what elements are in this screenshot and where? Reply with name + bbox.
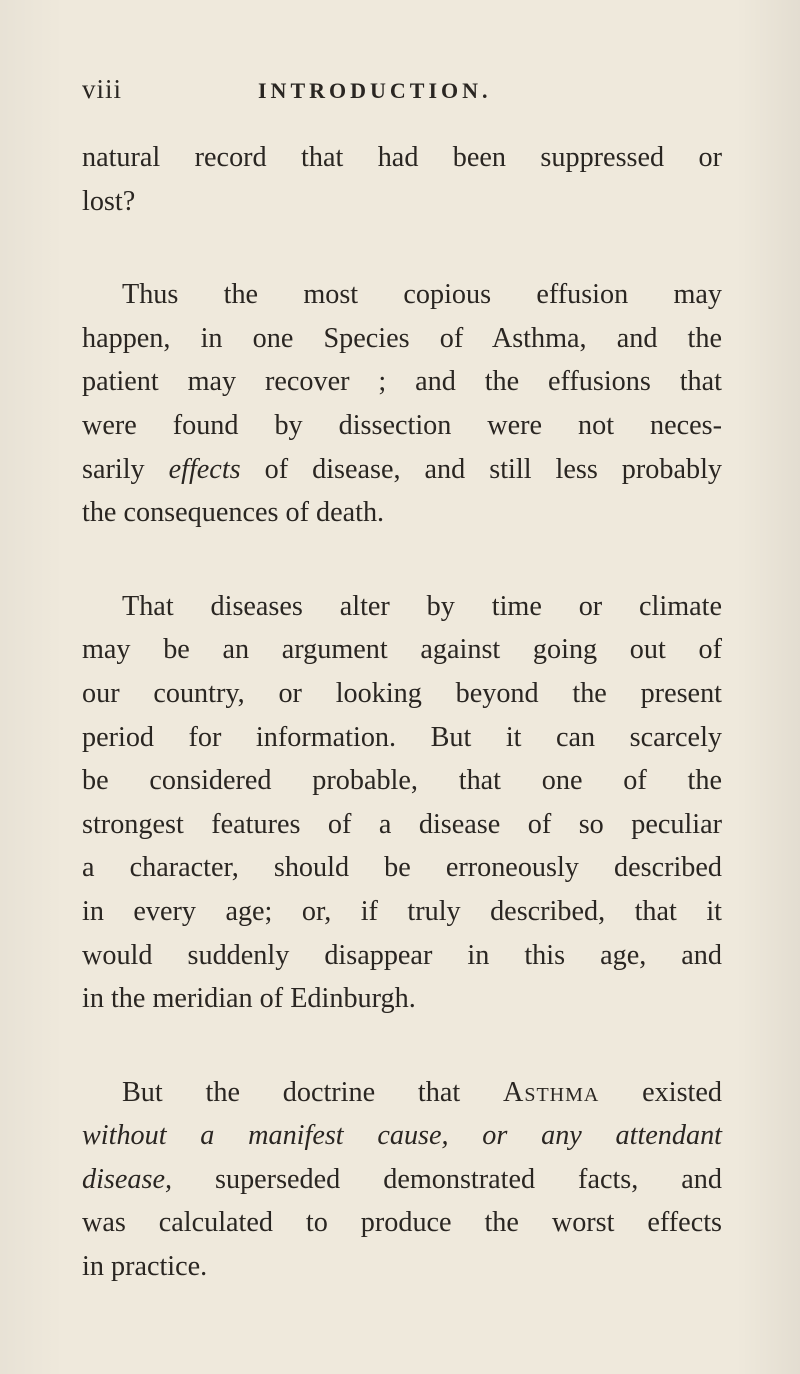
text-line: may be an argument against going out of	[82, 634, 722, 666]
emphasis-text: without a manifest cause, or any attendant	[82, 1120, 722, 1152]
text-line: period for information. But it can scarcely	[82, 721, 722, 753]
text-line: strongest features of a disease of so peculiar	[82, 808, 722, 840]
text-line: would suddenly disappear in this age, and	[82, 939, 722, 971]
text-line	[82, 1114, 722, 1158]
paragraph	[82, 273, 722, 535]
body-text	[82, 136, 722, 1289]
text-line: a character, should be erroneously described	[82, 852, 722, 884]
text-line	[82, 1071, 722, 1115]
text-line: be considered probable, that one of the	[82, 765, 722, 797]
text-line: That diseases alter by time or climate	[122, 590, 722, 622]
text-run: existed	[599, 1076, 722, 1108]
text-line	[82, 1158, 722, 1202]
text-run: But the doctrine that	[122, 1076, 503, 1108]
chapter-title: INTRODUCTION.	[258, 78, 492, 103]
paragraph-spacer	[82, 1021, 722, 1071]
running-head	[82, 74, 722, 114]
paragraph	[82, 1071, 722, 1289]
emphasis-text: effects	[168, 453, 241, 485]
text-line	[82, 448, 722, 492]
page-number: viii	[82, 74, 123, 104]
text-line: in practice.	[82, 1251, 208, 1283]
text-line: Thus the most copious effusion may	[122, 279, 722, 311]
text-line: natural record that had been suppressed or	[82, 142, 722, 173]
text-line: lost?	[82, 185, 136, 217]
text-line: in every age; or, if truly described, that it	[82, 895, 722, 927]
paragraph-spacer	[82, 223, 722, 273]
paragraph	[82, 136, 722, 223]
paragraph	[82, 585, 722, 1021]
text-line: the consequences of death.	[82, 497, 385, 529]
emphasis-text: disease,	[82, 1163, 173, 1195]
text-line: was calculated to produce the worst effects	[82, 1207, 722, 1239]
paragraph-spacer	[82, 535, 722, 585]
text-line: patient may recover ; and the effusions that	[82, 366, 722, 398]
text-line: were found by dissection were not neces-	[82, 409, 722, 441]
text-line: happen, in one Species of Asthma, and the	[82, 322, 722, 354]
text-run: of disease, and still less probably	[240, 453, 722, 485]
smallcaps-text: Asthma	[502, 1076, 600, 1108]
text-run: superseded demonstrated facts, and	[172, 1163, 722, 1195]
text-line: our country, or looking beyond the present	[82, 677, 722, 709]
text-run: sarily	[82, 453, 169, 485]
text-line: in the meridian of Edinburgh.	[82, 983, 416, 1015]
